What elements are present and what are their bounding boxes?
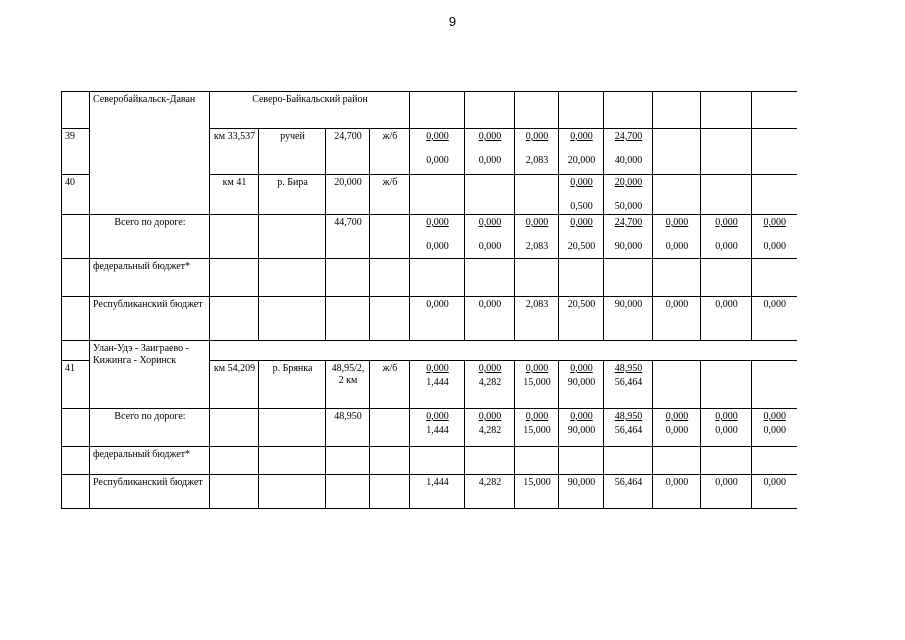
district-name: Северо-Байкальский район: [210, 92, 410, 129]
total-length: 44,700: [326, 215, 370, 259]
cell-empty: [326, 259, 370, 297]
cell-empty: [62, 409, 90, 447]
object-number: 39: [62, 129, 90, 175]
cell-empty: [370, 475, 410, 509]
cell-empty: [62, 259, 90, 297]
value-cell: 0,000: [752, 297, 797, 341]
value-cell: 0,000 0,000: [752, 215, 797, 259]
value-cell: 56,464: [604, 475, 653, 509]
budget-table: [61, 91, 797, 509]
cell-empty: [604, 92, 653, 129]
object-crossing: ручей: [259, 129, 326, 175]
road-header-row: [62, 341, 797, 361]
republic-label: Республиканский бюджет: [90, 297, 210, 341]
total-row: [62, 215, 797, 259]
total-row: [62, 409, 797, 447]
cell-empty: [370, 215, 410, 259]
total-length: 48,950: [326, 409, 370, 447]
cell-empty: [410, 259, 465, 297]
value-cell: 24,700 90,000: [604, 215, 653, 259]
object-length: 20,000: [326, 175, 370, 215]
cell-empty: [701, 129, 752, 175]
republic-label: Республиканский бюджет: [90, 475, 210, 509]
object-crossing: р. Брянка: [259, 361, 326, 409]
cell-empty: [370, 297, 410, 341]
road-name: Улан-Удэ - Заиграево - Кижинга - Хоринск: [90, 341, 210, 409]
cell-empty: [410, 175, 465, 215]
object-length: 24,700: [326, 129, 370, 175]
cell-empty: [653, 361, 701, 409]
cell-empty: [515, 175, 559, 215]
value-cell: 0,000 0,000: [465, 129, 515, 175]
cell-empty: [62, 447, 90, 475]
value-cell: 24,700 40,000: [604, 129, 653, 175]
value-cell: 0,000 2,083: [515, 215, 559, 259]
value-cell: 0,000 0,000: [410, 129, 465, 175]
object-material: ж/б: [370, 129, 410, 175]
cell-empty: [210, 341, 797, 361]
value-cell: 0,000 0,000: [653, 215, 701, 259]
value-cell: 4,282: [465, 475, 515, 509]
cell-empty: [465, 92, 515, 129]
cell-empty: [752, 175, 797, 215]
value-cell: 48,950 56,464: [604, 361, 653, 409]
value-cell: 0,000 2,083: [515, 129, 559, 175]
value-cell: 0,000: [752, 475, 797, 509]
cell-empty: [752, 259, 797, 297]
cell-empty: [653, 92, 701, 129]
value-cell: 0,000 90,000: [559, 409, 604, 447]
cell-empty: [210, 409, 259, 447]
cell-empty: [210, 475, 259, 509]
value-cell: 20,000 50,000: [604, 175, 653, 215]
cell-empty: [465, 175, 515, 215]
value-cell: 0,000: [465, 297, 515, 341]
cell-empty: [653, 259, 701, 297]
cell-empty: [559, 447, 604, 475]
cell-empty: [465, 259, 515, 297]
cell-empty: [370, 447, 410, 475]
cell-empty: [410, 447, 465, 475]
cell-empty: [701, 175, 752, 215]
cell-empty: [210, 447, 259, 475]
cell-empty: [370, 259, 410, 297]
total-label: Всего по дороге:: [90, 409, 210, 447]
cell-empty: [701, 447, 752, 475]
cell-empty: [259, 409, 326, 447]
cell-empty: [465, 447, 515, 475]
cell-empty: [259, 259, 326, 297]
value-cell: 0,000 15,000: [515, 361, 559, 409]
value-cell: 0,000 0,000: [653, 409, 701, 447]
republic-row: [62, 297, 797, 341]
cell-empty: [62, 297, 90, 341]
cell-empty: [326, 297, 370, 341]
cell-empty: [701, 259, 752, 297]
value-cell: 0,000 4,282: [465, 361, 515, 409]
value-cell: 90,000: [604, 297, 653, 341]
object-km: км 33,537: [210, 129, 259, 175]
object-km: км 41: [210, 175, 259, 215]
federal-row: [62, 259, 797, 297]
value-cell: 0,000: [410, 297, 465, 341]
object-material: ж/б: [370, 175, 410, 215]
object-length: 48,95/2, 2 км: [326, 361, 370, 409]
cell-empty: [62, 215, 90, 259]
object-number: 41: [62, 361, 90, 409]
value-cell: 0,000 15,000: [515, 409, 559, 447]
value-cell: 2,083: [515, 297, 559, 341]
cell-empty: [752, 129, 797, 175]
road-name: Северобайкальск-Даван: [90, 92, 210, 215]
cell-empty: [515, 259, 559, 297]
value-cell: 0,000 0,000: [701, 215, 752, 259]
cell-empty: [752, 361, 797, 409]
value-cell: 0,000 1,444: [410, 409, 465, 447]
value-cell: 0,000 0,000: [465, 215, 515, 259]
value-cell: 15,000: [515, 475, 559, 509]
total-label: Всего по дороге:: [90, 215, 210, 259]
republic-row: [62, 475, 797, 509]
cell-empty: [752, 447, 797, 475]
value-cell: 0,000: [701, 297, 752, 341]
value-cell: 0,000 20,000: [559, 129, 604, 175]
cell-empty: [701, 361, 752, 409]
value-cell: 0,000 0,500: [559, 175, 604, 215]
cell-empty: [701, 92, 752, 129]
value-cell: 20,500: [559, 297, 604, 341]
cell-empty: [604, 259, 653, 297]
value-cell: 0,000 20,500: [559, 215, 604, 259]
value-cell: 90,000: [559, 475, 604, 509]
cell-empty: [515, 447, 559, 475]
cell-empty: [515, 92, 559, 129]
cell-empty: [259, 447, 326, 475]
cell-empty: [210, 297, 259, 341]
object-crossing: р. Бира: [259, 175, 326, 215]
cell-empty: [370, 409, 410, 447]
cell-empty: [326, 447, 370, 475]
value-cell: 0,000 1,444: [410, 361, 465, 409]
cell-empty: [326, 475, 370, 509]
cell-no: [62, 92, 90, 129]
value-cell: 1,444: [410, 475, 465, 509]
cell-empty: [210, 259, 259, 297]
cell-empty: [752, 92, 797, 129]
federal-row: [62, 447, 797, 475]
cell-empty: [62, 475, 90, 509]
cell-empty: [259, 297, 326, 341]
cell-empty: [410, 92, 465, 129]
object-material: ж/б: [370, 361, 410, 409]
federal-label: федеральный бюджет*: [90, 447, 210, 475]
value-cell: 0,000 0,000: [701, 409, 752, 447]
cell-empty: [653, 447, 701, 475]
cell-empty: [653, 129, 701, 175]
cell-empty: [210, 215, 259, 259]
cell-empty: [653, 175, 701, 215]
object-number: 40: [62, 175, 90, 215]
value-cell: 0,000 4,282: [465, 409, 515, 447]
cell-empty: [259, 475, 326, 509]
value-cell: 0,000: [653, 297, 701, 341]
cell-empty: [559, 259, 604, 297]
federal-label: федеральный бюджет*: [90, 259, 210, 297]
value-cell: 0,000 90,000: [559, 361, 604, 409]
value-cell: 0,000 0,000: [752, 409, 797, 447]
cell-empty: [62, 341, 90, 361]
cell-empty: [259, 215, 326, 259]
value-cell: 0,000 0,000: [410, 215, 465, 259]
page-number: 9: [448, 14, 457, 29]
cell-empty: [604, 447, 653, 475]
cell-empty: [559, 92, 604, 129]
object-km: км 54,209: [210, 361, 259, 409]
value-cell: 48,950 56,464: [604, 409, 653, 447]
road-header-row: [62, 92, 797, 129]
value-cell: 0,000: [701, 475, 752, 509]
value-cell: 0,000: [653, 475, 701, 509]
